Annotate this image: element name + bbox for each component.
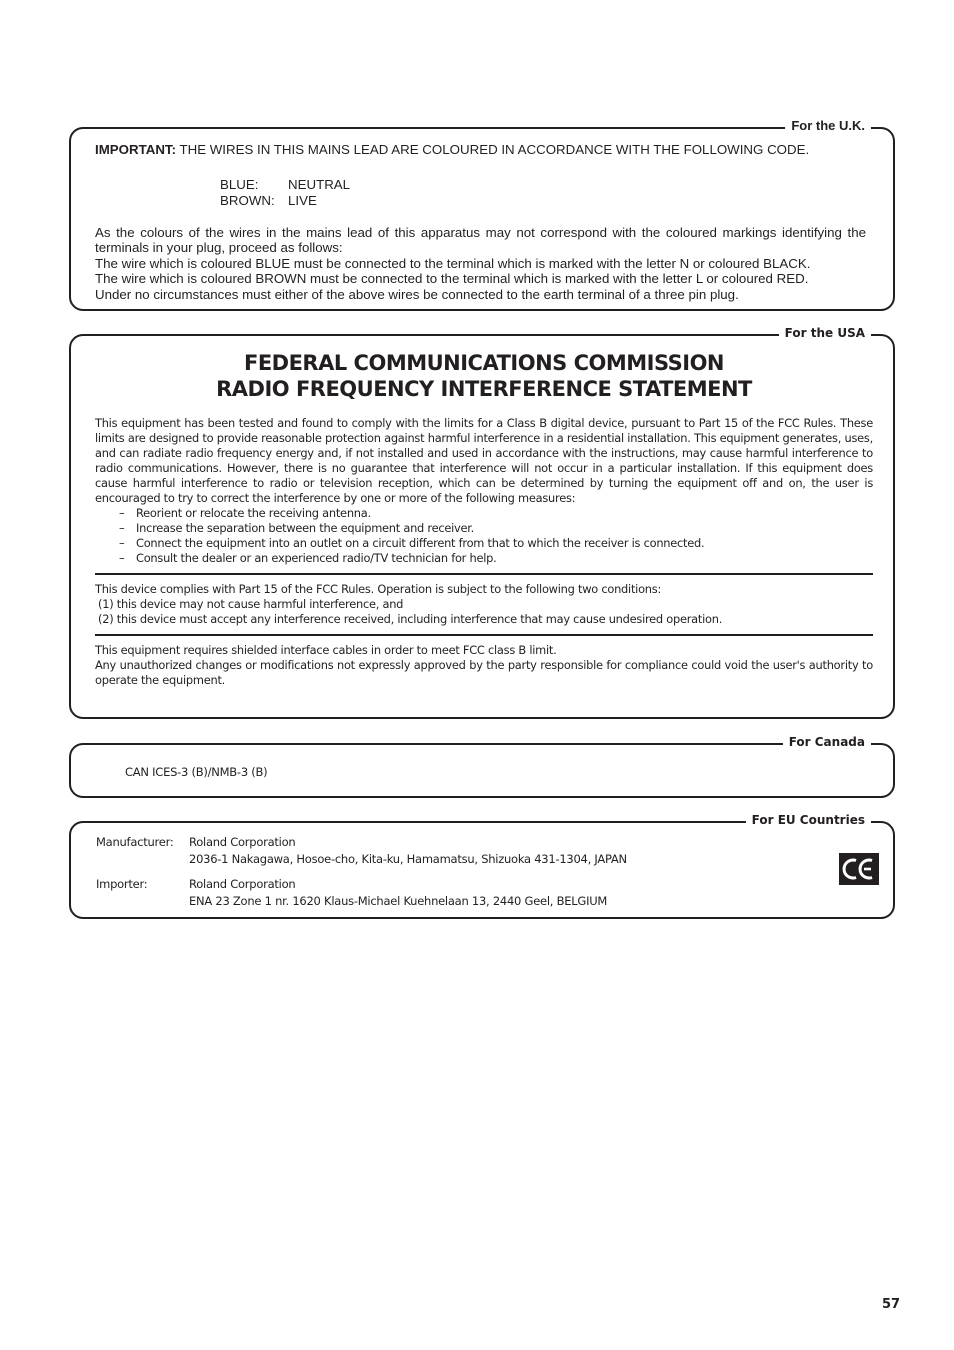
eu-section-tag: For EU Countries [746, 812, 871, 828]
list-item: – Consult the dealer or an experienced radio/TV technician for help. [119, 551, 497, 565]
importer-address: ENA 23 Zone 1 nr. 1620 Klaus-Michael Kuehnelaan 13, 2440 Geel, BELGIUM [189, 894, 608, 908]
uk-earth-warning-line: Under no circumstances must either of the above wires be connected to the earth terminal of a three pin plug. [95, 286, 739, 302]
list-item: – Increase the separation between the equipment and receiver. [119, 521, 475, 535]
fcc-condition-1: (1) this device may not cause harmful interference, and [98, 597, 404, 611]
fcc-condition-2: (2) this device must accept any interference received, including interference that may cause undesired operation. [98, 612, 723, 626]
eu-section [69, 813, 895, 919]
uk-section-tag: For the U.K. [785, 118, 871, 134]
list-item: – Reorient or relocate the receiving antenna. [119, 506, 371, 520]
wire-meaning: NEUTRAL [288, 176, 351, 192]
fcc-part15-paragraph: This device complies with Part 15 of the FCC Rules. Operation is subject to the following two conditions: [95, 582, 662, 596]
important-text: THE WIRES IN THIS MAINS LEAD ARE COLOURED IN ACCORDANCE WITH THE FOLLOWING CODE. [176, 142, 810, 157]
uk-important-line [95, 142, 866, 158]
fcc-title [95, 351, 873, 402]
uk-brown-wire-line: The wire which is coloured BROWN must be connected to the terminal which is marked with the letter L or coloured RED. [95, 271, 809, 287]
importer-name: Roland Corporation [189, 877, 296, 891]
wire-colour-codes [220, 177, 866, 209]
canada-compliance-text: CAN ICES-3 (B)/NMB-3 (B) [125, 765, 268, 779]
fcc-title-line1: FEDERAL COMMUNICATIONS COMMISSION [243, 351, 725, 375]
uk-section-body [95, 142, 866, 303]
usa-section [69, 326, 895, 719]
importer-label: Importer: [96, 877, 148, 891]
usa-section-tag: For the USA [779, 325, 871, 341]
canada-section-tag: For Canada [783, 734, 871, 750]
fcc-title-line2: RADIO FREQUENCY INTERFERENCE STATEMENT [216, 376, 752, 401]
uk-blue-wire-line: The wire which is coloured BLUE must be connected to the terminal which is marked with the letter N or coloured BLACK. [95, 255, 811, 271]
wire-colour: BLUE: [220, 176, 259, 192]
manufacturer-label: Manufacturer: [96, 835, 174, 849]
important-label: IMPORTANT: [95, 142, 177, 157]
ce-mark-icon [839, 853, 879, 885]
eu-contacts [96, 834, 627, 910]
manufacturer-address: 2036-1 Nakagawa, Hosoe-cho, Kita-ku, Hamamatsu, Shizuoka 431-1304, JAPAN [189, 852, 627, 866]
page-number: 57 [882, 1297, 901, 1312]
uk-section [69, 118, 895, 311]
list-item: – Connect the equipment into an outlet on a circuit different from that to which the receiver is connected. [119, 536, 705, 550]
usa-section-body [95, 351, 873, 688]
canada-section [69, 735, 895, 798]
wire-colour: BROWN: [220, 192, 275, 208]
divider [95, 573, 873, 575]
fcc-shielded-cables-line: This equipment requires shielded interface cables in order to meet FCC class B limit. [95, 643, 557, 657]
divider [95, 634, 873, 636]
wire-meaning: LIVE [288, 192, 317, 208]
uk-paragraph: As the colours of the wires in the mains lead of this apparatus may not correspond with the coloured markings identifying the terminals in your plug, proceed as follows: [95, 224, 866, 256]
fcc-unauthorized-changes-paragraph: Any unauthorized changes or modifications not expressly approved by the party responsible for compliance could void the user's authority to operate the equipment. [95, 658, 873, 687]
fcc-paragraph: This equipment has been tested and found to comply with the limits for a Class B digital device, pursuant to Part 15 of the FCC Rules. These limits are designed to provide reasonable protection against harmful interference in a residential installation. This equipment generates, uses, and can radiate radio frequency energy and, if not installed and used in accordance with the instructions, may cause harmful interference to radio communications. However, there is no guarantee that interference will not occur in a particular installation. If this equipment does cause harmful interference to radio or television reception, which can be determined by turning the equipment off and on, the user is encouraged to try to correct the interference by one or more of the following measures: [95, 416, 873, 505]
fcc-measures-list [95, 506, 873, 566]
manufacturer-name: Roland Corporation [189, 835, 296, 849]
